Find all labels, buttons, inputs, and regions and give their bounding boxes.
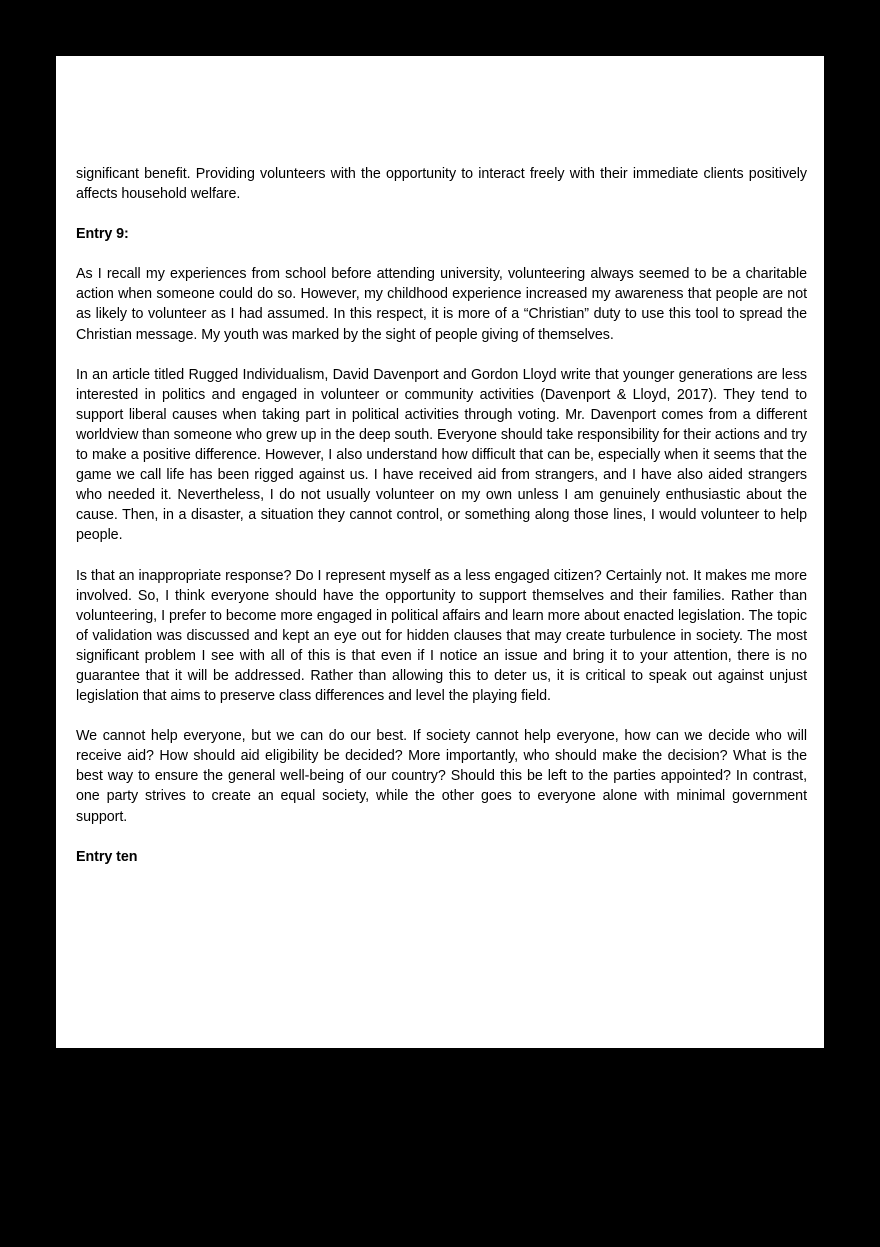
paragraph-inappropriate-response: Is that an inappropriate response? Do I represent myself as a less engaged citizen? Certainly not. It makes me more involved. So, I think everyone should have the opportunity to support themselves and their families. Rather than volunteering, I prefer to become more engaged in political affairs and learn more about enacted legislation. The topic of validation was discussed and kept an eye out for hidden clauses that may create turbulence in society. The most significant problem I see with all of this is that even if I notice an issue and bring it to your attention, there is no guarantee that it will be addressed. Rather than allowing this to deter us, it is critical to speak out against unjust legislation that aims to preserve class differences and level the playing field. xyxy=(76,567,807,705)
heading-entry-ten: Entry ten xyxy=(76,848,138,865)
paragraph-continuation: significant benefit. Providing volunteers with the opportunity to interact freely with their immediate clients positively affects household welfare. xyxy=(76,166,807,203)
document-text-column xyxy=(76,164,807,887)
document-page xyxy=(56,56,824,1048)
paragraph-rugged-individualism: In an article titled Rugged Individualism, David Davenport and Gordon Lloyd write that younger generations are less interested in politics and engaged in volunteer or community activities (Davenport & Lloyd, 2017). They tend to support liberal causes when taking part in political activities through voting. Mr. Davenport comes from a different worldview than someone who grew up in the deep south. Everyone should take responsibility for their actions and try to make a positive difference. However, I also understand how difficult that can be, especially when it seems that the game we call life has been rigged against us. I have received aid from strangers, and I have also aided strangers who needed it. Nevertheless, I do not usually volunteer on my own unless I am genuinely enthusiastic about the cause. Then, in a disaster, a situation they cannot control, or something along those lines, I would volunteer to help people. xyxy=(76,366,807,544)
paragraph-cannot-help-everyone: We cannot help everyone, but we can do our best. If society cannot help everyone, how can we decide who will receive aid? How should aid eligibility be decided? More importantly, who should make the decision? What is the best way to ensure the general well-being of our country? Should this be left to the parties appointed? In contrast, one party strives to create an equal society, while the other goes to everyone alone with minimal government support. xyxy=(76,728,807,825)
paragraph-school-experiences: As I recall my experiences from school before attending university, volunteering always seemed to be a charitable action when someone could do so. However, my childhood experience increased my awareness that people are not as likely to volunteer as I had assumed. In this respect, it is more of a “Christian” duty to use this tool to spread the Christian message. My youth was marked by the sight of people giving of themselves. xyxy=(76,266,807,343)
heading-entry-9: Entry 9: xyxy=(76,226,129,243)
